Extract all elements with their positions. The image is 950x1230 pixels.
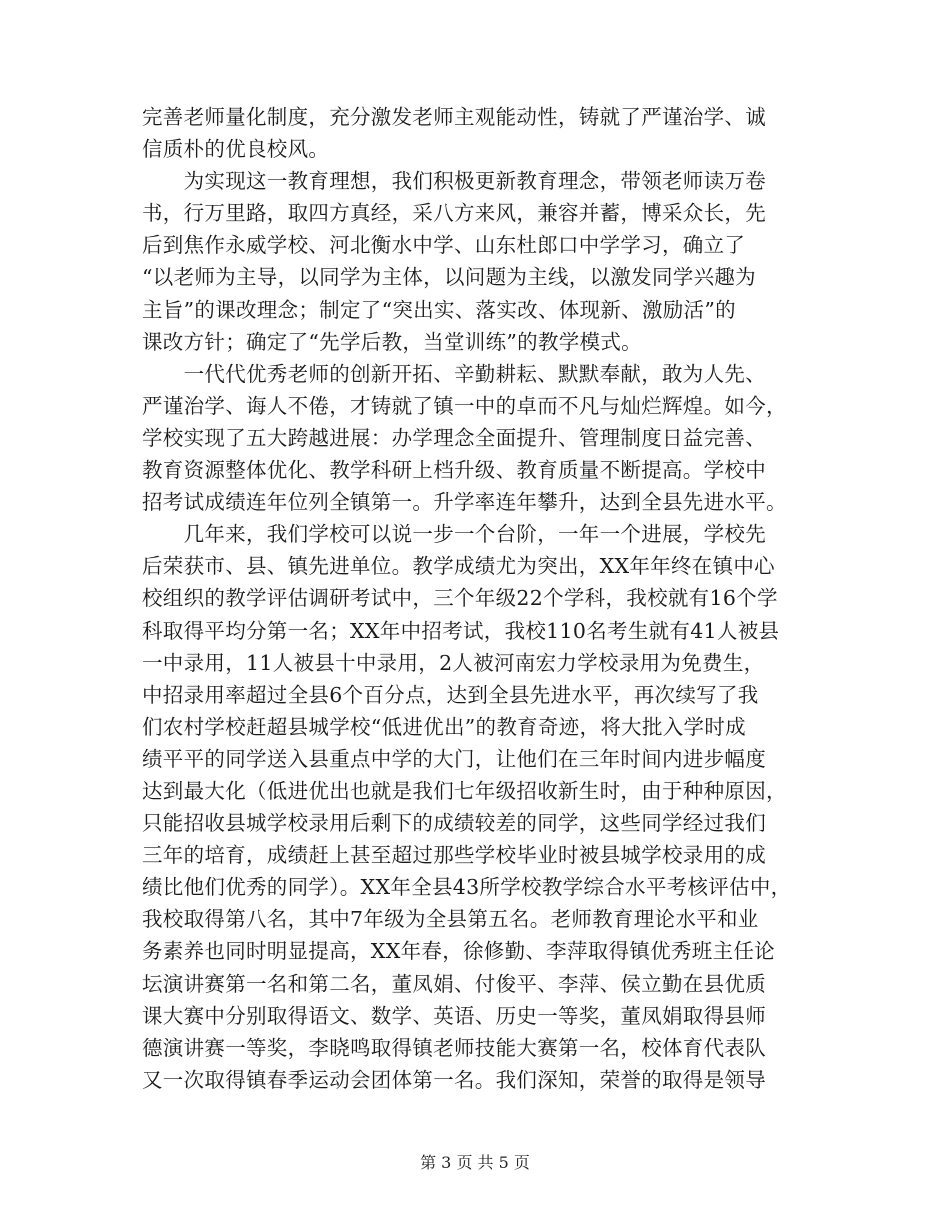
text-line: 坛演讲赛第一名和第二名，董凤娟、付俊平、李萍、侯立勤在县优质	[142, 971, 766, 996]
text-line: 几年来，我们学校可以说一步一个台阶，一年一个进展，学校先	[142, 522, 766, 547]
text-line: 为实现这一教育理想，我们积极更新教育理念，带领老师读万卷	[142, 169, 766, 194]
text-line: 后到焦作永威学校、河北衡水中学、山东杜郎口中学学习，确立了	[142, 233, 746, 258]
text-line: 教育资源整体优化、教学科研上档升级、教育质量不断提高。学校中	[142, 458, 766, 483]
text-line: 严谨治学、诲人不倦，才铸就了镇一中的卓而不凡与灿烂辉煌。如今，	[142, 393, 787, 418]
text-line: 德演讲赛一等奖，李晓鸣取得镇老师技能大赛第一名，校体育代表队	[142, 1035, 766, 1060]
text-line: 学校实现了五大跨越进展：办学理念全面提升、管理制度日益完善、	[142, 425, 766, 450]
body-text	[142, 101, 812, 1096]
text-line: 一中录用，11人被县十中录用，2人被河南宏力学校录用为免费生，	[142, 650, 765, 675]
text-line: 后荣获市、县、镇先进单位。教学成绩尤为突出，XX年年终在镇中心	[142, 554, 775, 579]
text-line: 达到最大化（低进优出也就是我们七年级招收新生时，由于种种原因，	[142, 778, 787, 803]
text-line: 课大赛中分别取得语文、数学、英语、历史一等奖，董凤娟取得县师	[142, 1003, 766, 1028]
text-line: 信质朴的优良校风。	[142, 137, 330, 162]
page-number-footer: 第 3 页 共 5 页	[420, 1153, 530, 1172]
text-line: 只能招收县城学校录用后剩下的成绩较差的同学，这些同学经过我们	[142, 811, 766, 836]
text-line: 务素养也同时明显提高，XX年春，徐修勤、李萍取得镇优秀班主任论	[142, 939, 775, 964]
text-line: 校组织的教学评估调研考试中，三个年级22个学科，我校就有16个学	[142, 586, 778, 611]
text-line: 我校取得第八名，其中7年级为全县第五名。老师教育理论水平和业	[142, 907, 759, 932]
text-line: 科取得平均分第一名；XX年中招考试，我校110名考生就有41人被县	[142, 618, 780, 643]
text-line: 绩比他们优秀的同学）。XX年全县43所学校教学综合水平考核评估中，	[142, 875, 792, 900]
text-line: 绩平平的同学送入县重点中学的大门，让他们在三年时间内进步幅度	[142, 746, 766, 771]
text-line: 课改方针；确定了“先学后教，当堂训练”的教学模式。	[142, 329, 642, 354]
text-line: 主旨”的课改理念；制定了“突出实、落实改、体现新、激励活”的	[142, 297, 736, 322]
text-line: 书，行万里路，取四方真经，采八方来风，兼容并蓄，博采众长，先	[142, 201, 766, 226]
text-line: 完善老师量化制度，充分激发老师主观能动性，铸就了严谨治学、诚	[142, 105, 766, 129]
text-line: 又一次取得镇春季运动会团体第一名。我们深知，荣誉的取得是领导	[142, 1067, 766, 1092]
text-line: 们农村学校赶超县城学校“低进优出”的教育奇迹，将大批入学时成	[142, 714, 746, 739]
text-line: 一代代优秀老师的创新开拓、辛勤耕耘、默默奉献，敢为人先、	[142, 361, 766, 386]
text-line: 中招录用率超过全县6个百分点，达到全县先进水平，再次续写了我	[142, 682, 759, 707]
text-line: “以老师为主导，以同学为主体，以问题为主线，以激发同学兴趣为	[142, 265, 756, 290]
text-line: 三年的培育，成绩赶上甚至超过那些学校毕业时被县城学校录用的成	[142, 843, 766, 868]
text-line: 招考试成绩连年位列全镇第一。升学率连年攀升，达到全县先进水平。	[142, 490, 787, 515]
